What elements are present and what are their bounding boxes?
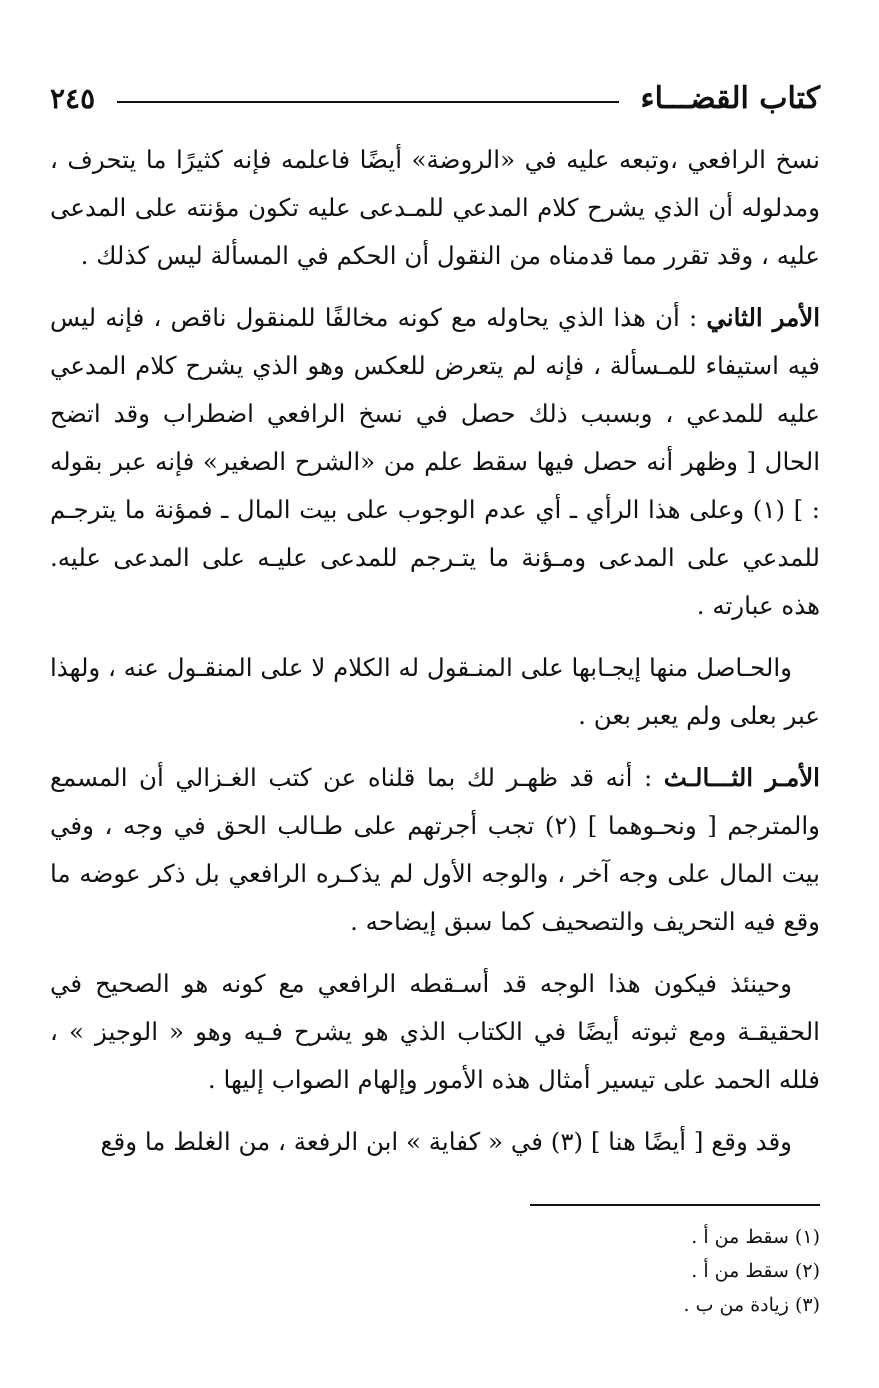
paragraph-text: وحينئذ فيكون هذا الوجه قد أسـقطه الرافعي مع كونه هو الصحيح في الحقيقـة ومع ثبوته أيضًا في الكتاب الذي هو يشرح فـيه وهو « الوجيز » ، فلله الحمد على تيسير أمثال هذه الأمور وإلهام الصواب إليها . <box>50 969 820 1094</box>
paragraph <box>50 294 820 630</box>
section-lead: الأمر الثاني <box>706 303 820 332</box>
main-text <box>50 136 820 1166</box>
paragraph <box>50 644 820 740</box>
header-rule <box>117 101 618 103</box>
paragraph-text: : أنه قد ظهـر لك بما قلناه عن كتب الغـزالي أن المسمع والمترجم [ ونحـوهما ] (٢) تجب أجرتهم على طـالب الحق في وجه ، وفي بيت المال على وجه آخر ، والوجه الأول لم يذكـره الرافعي بل ذكر عوضه ما وقع فيه التحريف والتصحيف كما سبق إيضاحه . <box>50 763 820 936</box>
running-header <box>50 70 820 126</box>
page-number: ٢٤٥ <box>50 81 96 115</box>
paragraph-text: نسخ الرافعي ،وتبعه عليه في «الروضة» أيضًا فاعلمه فإنه كثيرًا ما يتحرف ، ومدلوله أن الذي يشرح كلام المدعي للمـدعى عليه تكون مؤنته على المدعى عليه ، وقد تقرر مما قدمناه من النقول أن الحكم في المسألة ليس كذلك . <box>50 145 820 270</box>
paragraph <box>50 136 820 280</box>
running-title: كتاب القضـــاء <box>640 80 820 116</box>
footnote-rule <box>530 1204 820 1206</box>
footnotes <box>50 1220 820 1322</box>
paragraph-text: : أن هذا الذي يحاوله مع كونه مخالفًا للمنقول ناقص ، فإنه ليس فيه استيفاء للمـسألة ، فإنه لم يتعرض للعكس وهو الذي يشرح كلام المدعي عليه للمدعي ، وبسبب ذلك حصل في نسخ الرافعي اضطراب وقد اتضح الحال [ وظهر أنه حصل فيها سقط علم من «الشرح الصغير» فإنه عبر بقوله : ] (١) وعلى هذا الرأي ـ أي عدم الوجوب على بيت المال ـ فمؤنة ما يترجـم للمدعي على المدعى ومـؤنة ما يتـرجم للمدعى عليـه على المدعى عليه. هذه عبارته . <box>50 303 821 620</box>
paragraph-text: والحـاصل منها إيجـابها على المنـقول له الكلام لا على المنقـول عنه ، ولهذا عبر بعلى ولم يعبر بعن . <box>50 653 820 730</box>
footnote: (٢) سقط من أ . <box>691 1260 820 1282</box>
section-lead: الأمـر الثـــالـث <box>663 763 820 792</box>
paragraph <box>50 1118 820 1166</box>
footnote: (١) سقط من أ . <box>691 1226 820 1248</box>
book-page <box>50 70 820 1370</box>
paragraph <box>50 960 820 1104</box>
paragraph <box>50 754 820 946</box>
paragraph-text: وقد وقع [ أيضًا هنا ] (٣) في « كفاية » ابن الرفعة ، من الغلط ما وقع <box>100 1127 792 1156</box>
footnote: (٣) زيادة من ب . <box>683 1294 820 1316</box>
